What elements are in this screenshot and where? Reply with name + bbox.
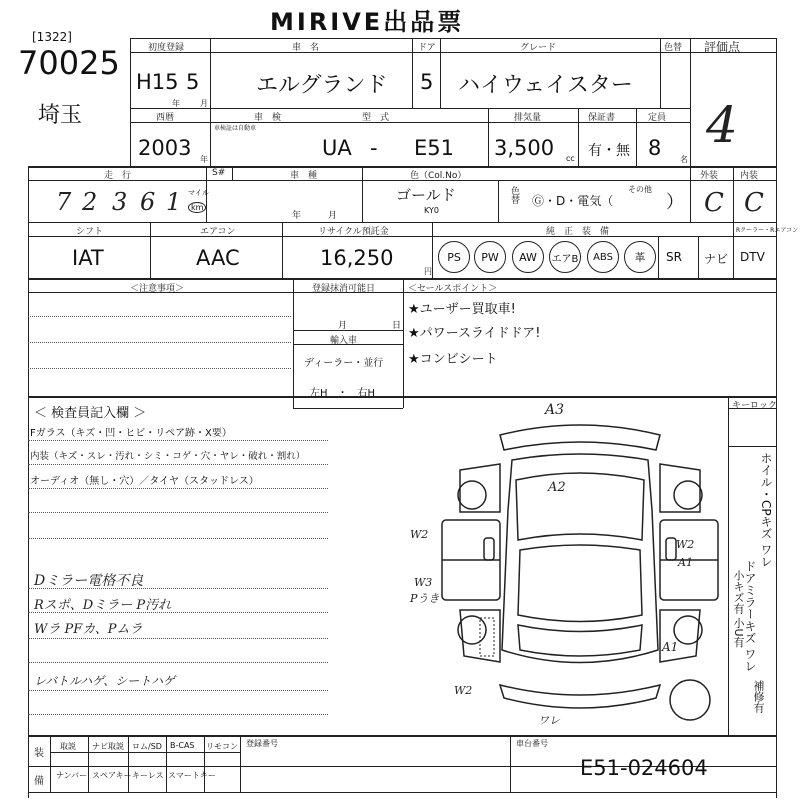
table-border (432, 222, 433, 278)
model-code: E51 (414, 136, 454, 160)
inspection-label: 車 検 (254, 113, 282, 123)
rating-label: 評価点 (704, 40, 741, 54)
serial-number: E51-024604 (580, 756, 708, 780)
equipment-navi: ナビ (704, 252, 729, 266)
year-suffix: 年 (200, 155, 208, 164)
table-border (28, 735, 777, 737)
bottom-item: ロム/SD (132, 742, 162, 751)
side-note: 補修有 (752, 680, 765, 713)
form-title-text: 出品票 (383, 8, 465, 36)
damage-mark: Pうき (410, 592, 440, 605)
table-border (88, 735, 89, 792)
aircon-label: エアコン (200, 227, 236, 237)
bottom-item: キーレス (132, 771, 164, 780)
capacity-label: 定員 (648, 113, 667, 123)
mileage-digit: 7 (56, 188, 72, 216)
table-border (412, 38, 413, 108)
inspector-row (28, 714, 328, 715)
displacement-value: 3,500 (494, 136, 555, 160)
bottom-item: スペアキー (92, 771, 132, 780)
cc-unit: cc (566, 154, 575, 163)
equipment-abs: ABS (587, 241, 619, 273)
inspector-line: オーディオ（無し・穴）／タイヤ（スタッドレス） (30, 476, 259, 487)
history-label: 車 種 (290, 171, 318, 181)
lot-number: 70025 (18, 44, 120, 82)
notes-header: ＜注意事項＞ (130, 284, 185, 294)
table-border (130, 108, 690, 109)
damage-mark: A3 (545, 402, 565, 418)
equipment-airbag: エアB (549, 241, 581, 273)
table-border (498, 180, 499, 222)
brand-name: MIRIVE (270, 8, 384, 36)
color-label: 色（Col.No） (410, 171, 467, 181)
interior-grade: C (744, 188, 764, 218)
car-name: エルグランド (256, 73, 388, 98)
model-prefix: UA (322, 136, 352, 160)
inspector-line: Fガラス（キズ・凹・ヒビ・リペア跡・X要） (30, 428, 232, 439)
grade-value: ハイウェイスター (458, 73, 633, 98)
displacement-label: 排気量 (514, 113, 542, 123)
key-lock-label: キーロック (732, 401, 777, 411)
inspector-header: ＜ 検査員記入欄 ＞ (34, 406, 147, 421)
table-border (232, 166, 233, 180)
import-steering: 左H ・ 右H (310, 388, 376, 399)
table-border (50, 752, 240, 753)
year-label: 西暦 (156, 113, 175, 123)
handwritten-note: Dミラー電格不良 (34, 573, 144, 589)
handwritten-note: レバトルハゲ、シートハゲ (34, 674, 176, 688)
notes-line (28, 342, 291, 343)
equipment-sr: SR (666, 250, 682, 264)
reg-number-label: 登録番号 (246, 739, 278, 748)
damage-mark: W3 (414, 576, 433, 589)
lot-code: [1322] (32, 30, 72, 44)
shift-label: シフト (76, 227, 104, 237)
table-border (488, 108, 489, 166)
table-border (150, 222, 151, 278)
inspector-row (28, 440, 328, 441)
bottom-side-label: 装 (34, 748, 44, 759)
table-border (50, 735, 51, 792)
damage-mark: ワレ (538, 714, 560, 727)
side-note: ドアミラーキズ ワレ (743, 560, 757, 672)
table-border (128, 735, 129, 792)
table-border (130, 38, 777, 39)
table-border (660, 38, 661, 108)
model-dash: - (370, 136, 378, 160)
inspector-row (28, 638, 328, 639)
table-border (293, 408, 403, 409)
option-other-label: その他 (628, 185, 652, 194)
bottom-item: 取説 (60, 742, 76, 751)
exterior-label: 外装 (700, 171, 719, 181)
table-border (210, 38, 211, 166)
sn-label: S# (212, 168, 226, 178)
bottom-item: B-CAS (170, 741, 195, 750)
damage-mark: A1 (678, 556, 693, 569)
shift-value: IAT (72, 246, 104, 270)
interior-label: 内装 (740, 171, 759, 181)
table-border (698, 236, 699, 278)
color-code: KY0 (424, 206, 439, 215)
color-change-mark: 色替 (509, 186, 519, 204)
damage-mark: W2 (410, 528, 429, 541)
damage-mark: A2 (548, 480, 566, 495)
inspector-line: 内装（キズ・スレ・汚れ・シミ・コゲ・穴・ヤレ・破れ・割れ） (30, 451, 306, 462)
side-note: 小キズ有 小U有 (732, 570, 745, 648)
equipment-ps: PS (438, 241, 470, 273)
inspector-row (28, 464, 328, 465)
table-border (282, 222, 283, 278)
era-year: H15 (136, 70, 179, 94)
mileage-digit: 1 (166, 188, 182, 216)
bottom-item: スマートキー (168, 771, 216, 780)
serial-number-label: 車台番号 (516, 739, 548, 748)
bottom-side-label: 備 (34, 776, 44, 787)
import-dealer: ディーラー・並行 (304, 358, 384, 369)
table-border (28, 166, 777, 168)
equipment-dtv: DTV (740, 250, 765, 264)
aircon-value: AAC (196, 246, 240, 270)
warranty-label: 保証書 (588, 113, 616, 123)
table-border (403, 278, 404, 408)
exterior-grade: C (704, 188, 724, 218)
reg-month: 5 (186, 70, 200, 94)
color-change-label: 色替 (664, 43, 683, 53)
car-name-label: 車 名 (292, 43, 320, 53)
reg-month-label: 月 (338, 321, 348, 331)
equipment-pw: PW (474, 241, 506, 273)
rating-value: 4 (706, 96, 738, 154)
handwritten-note: Rスポ、Dミラー P汚れ (34, 598, 172, 613)
inspector-row (28, 512, 328, 513)
km-unit: km (188, 202, 206, 213)
model-label: 型 式 (362, 113, 390, 123)
inspector-row (28, 690, 328, 691)
bottom-item: ナビ取説 (92, 742, 124, 751)
table-border (776, 38, 777, 798)
color-options-close: ） (666, 192, 684, 213)
bottom-item: ナンバー (56, 771, 88, 780)
mileage-digit: 6 (140, 188, 156, 216)
table-border (636, 108, 637, 166)
miles-unit: マイル (188, 189, 209, 197)
table-border (440, 38, 441, 108)
sales-point: ★コンビシート (408, 352, 498, 367)
mileage-digit: 2 (82, 188, 98, 216)
western-year: 2003 (138, 136, 192, 160)
notes-line (28, 368, 291, 369)
reg-date-label: 登録抹消可能日 (312, 284, 376, 294)
table-border (28, 236, 777, 237)
handwritten-note: Wラ PFカ、Pムラ (34, 622, 143, 637)
damage-mark: W2 (454, 684, 473, 697)
table-border (28, 180, 777, 181)
doors-value: 5 (420, 70, 434, 94)
table-border (293, 330, 403, 331)
recycle-label: リサイクル預託金 (318, 227, 389, 237)
sales-point: ★パワースライドドア! (408, 326, 541, 341)
inspector-row (28, 538, 328, 539)
table-border (130, 38, 131, 166)
table-border (690, 166, 691, 222)
recycle-value: 16,250 (320, 246, 394, 270)
import-label: 輸入車 (330, 336, 358, 346)
capacity-unit: 名 (680, 155, 688, 164)
yen-unit: 円 (424, 267, 432, 276)
sales-point: ★ユーザー買取車! (408, 302, 516, 317)
table-border (28, 222, 777, 223)
month-mark: 月 (200, 99, 208, 108)
table-border (510, 735, 511, 792)
table-border (166, 735, 167, 792)
color-value: ゴールド (396, 186, 456, 204)
inspector-row (28, 488, 328, 489)
table-border (733, 222, 734, 278)
bottom-item: リモコン (206, 742, 238, 751)
table-border (362, 166, 363, 222)
table-border (658, 236, 659, 278)
damage-mark: W2 (676, 538, 695, 551)
table-border (293, 278, 294, 408)
equipment-aw: AW (512, 241, 544, 273)
reg-day-label: 日 (392, 321, 402, 331)
doors-label: ドア (418, 43, 436, 53)
color-options: Ⓖ・D・電気（ (532, 194, 614, 208)
damage-mark: A1 (662, 640, 679, 654)
first-reg-label: 初度登録 (148, 43, 185, 53)
table-border (733, 166, 734, 222)
table-border (28, 792, 777, 793)
history-year-month: 年 月 (292, 211, 338, 221)
sales-point-header: ＜セールスポイント＞ (408, 284, 498, 294)
capacity-value: 8 (648, 136, 662, 160)
equipment-label: 純 正 装 備 (546, 227, 610, 237)
mileage-label: 走 行 (104, 171, 132, 181)
equipment-leather: 革 (624, 241, 656, 273)
table-border (28, 166, 29, 798)
inspection-note: 車検証は自動車 (214, 125, 257, 132)
rear-cooler-label: Rクーラー・Rエアコン (736, 227, 799, 234)
inspector-row (28, 662, 328, 663)
table-border (240, 735, 241, 792)
warranty-value: 有・無 (588, 143, 630, 159)
side-note: ホイル・CPキズ ワレ (759, 452, 773, 568)
year-mark: 年 (172, 99, 180, 108)
grade-label: グレード (520, 43, 557, 53)
form-title (270, 2, 464, 37)
prefecture: 埼玉 (38, 103, 83, 128)
table-border (728, 446, 776, 447)
table-border (578, 108, 579, 166)
notes-line (28, 316, 291, 317)
table-border (204, 735, 205, 792)
mileage-digit: 3 (112, 188, 128, 216)
table-border (690, 38, 691, 166)
